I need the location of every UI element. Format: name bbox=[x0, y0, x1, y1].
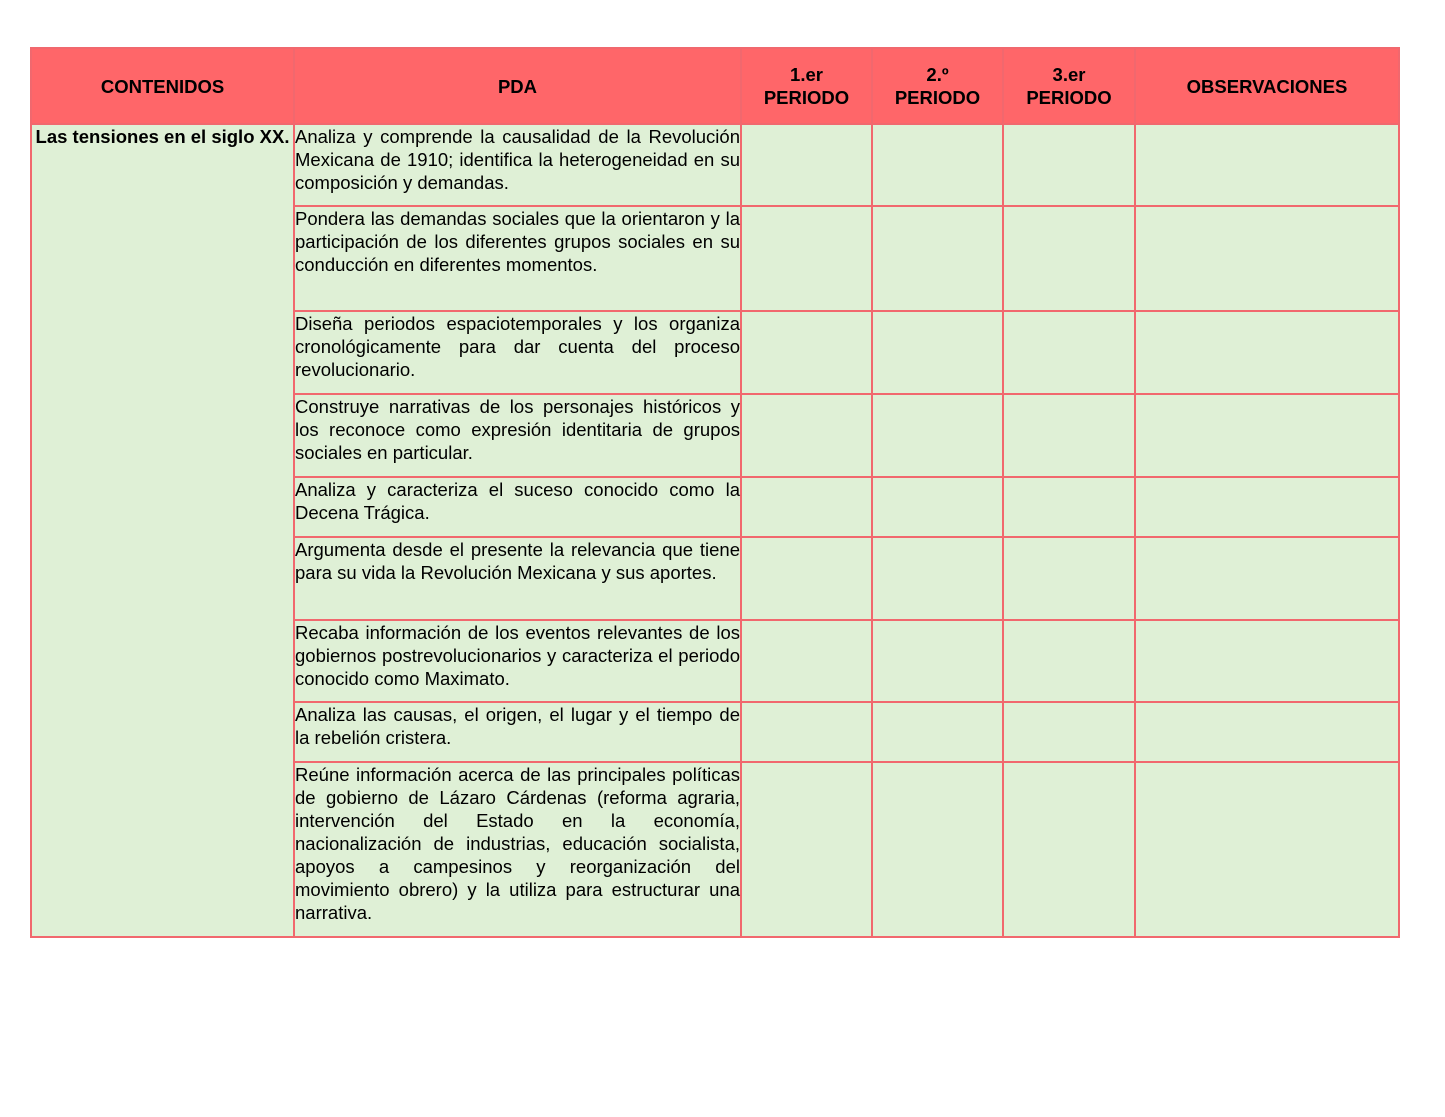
contenido-cell: Las tensiones en el siglo XX. bbox=[31, 124, 294, 937]
periodo-1-cell bbox=[741, 620, 872, 702]
pda-cell: Diseña periodos espaciotemporales y los organiza cronológicamente para dar cuenta del proceso revolucionario. bbox=[294, 311, 741, 394]
observaciones-cell bbox=[1135, 702, 1399, 762]
periodo-2-cell bbox=[872, 620, 1003, 702]
periodo-2-cell bbox=[872, 537, 1003, 620]
observaciones-cell bbox=[1135, 537, 1399, 620]
periodo-2-cell bbox=[872, 394, 1003, 477]
observaciones-cell bbox=[1135, 762, 1399, 937]
periodo-2-cell bbox=[872, 477, 1003, 537]
observaciones-cell bbox=[1135, 620, 1399, 702]
header-periodo-2-line1: 2.º bbox=[926, 64, 949, 85]
periodo-3-cell bbox=[1003, 124, 1135, 206]
periodo-3-cell bbox=[1003, 762, 1135, 937]
observaciones-cell bbox=[1135, 124, 1399, 206]
observaciones-cell bbox=[1135, 394, 1399, 477]
periodo-1-cell bbox=[741, 311, 872, 394]
periodo-1-cell bbox=[741, 477, 872, 537]
periodo-3-cell bbox=[1003, 394, 1135, 477]
header-row bbox=[31, 48, 1399, 124]
observaciones-cell bbox=[1135, 477, 1399, 537]
periodo-1-cell bbox=[741, 206, 872, 311]
periodo-1-cell bbox=[741, 394, 872, 477]
header-periodo-2-line2: PERIODO bbox=[894, 87, 981, 108]
header-periodo-2 bbox=[872, 48, 1003, 124]
periodo-3-cell bbox=[1003, 620, 1135, 702]
header-contenidos: CONTENIDOS bbox=[31, 48, 294, 124]
header-periodo-1-line2: PERIODO bbox=[763, 87, 850, 108]
periodo-1-cell bbox=[741, 702, 872, 762]
header-periodo-1 bbox=[741, 48, 872, 124]
table-row bbox=[31, 124, 1399, 206]
evaluation-table bbox=[30, 47, 1400, 938]
header-periodo-3-line2: PERIODO bbox=[1026, 87, 1112, 108]
pda-cell: Analiza las causas, el origen, el lugar y el tiempo de la rebelión cristera. bbox=[294, 702, 741, 762]
header-pda: PDA bbox=[294, 48, 741, 124]
pda-cell: Construye narrativas de los personajes históricos y los reconoce como expresión identitaria de grupos sociales en particular. bbox=[294, 394, 741, 477]
periodo-3-cell bbox=[1003, 311, 1135, 394]
observaciones-cell bbox=[1135, 206, 1399, 311]
header-periodo-3-line1: 3.er bbox=[1052, 64, 1086, 85]
periodo-2-cell bbox=[872, 311, 1003, 394]
pda-cell: Analiza y caracteriza el suceso conocido como la Decena Trágica. bbox=[294, 477, 741, 537]
periodo-3-cell bbox=[1003, 537, 1135, 620]
periodo-2-cell bbox=[872, 702, 1003, 762]
periodo-3-cell bbox=[1003, 702, 1135, 762]
pda-cell: Argumenta desde el presente la relevancia que tiene para su vida la Revolución Mexicana y sus aportes. bbox=[294, 537, 741, 620]
periodo-3-cell bbox=[1003, 206, 1135, 311]
periodo-3-cell bbox=[1003, 477, 1135, 537]
header-periodo-3 bbox=[1003, 48, 1135, 124]
pda-cell: Pondera las demandas sociales que la orientaron y la participación de los diferentes grupos sociales en su conducción en diferentes momentos. bbox=[294, 206, 741, 311]
pda-cell: Analiza y comprende la causalidad de la Revolución Mexicana de 1910; identifica la heterogeneidad en su composición y demandas. bbox=[294, 124, 741, 206]
periodo-2-cell bbox=[872, 206, 1003, 311]
pda-cell: Recaba información de los eventos relevantes de los gobiernos postrevolucionarios y caracteriza el periodo conocido como Maximato. bbox=[294, 620, 741, 702]
periodo-2-cell bbox=[872, 124, 1003, 206]
header-observaciones: OBSERVACIONES bbox=[1135, 48, 1399, 124]
periodo-1-cell bbox=[741, 124, 872, 206]
periodo-1-cell bbox=[741, 537, 872, 620]
pda-cell: Reúne información acerca de las principales políticas de gobierno de Lázaro Cárdenas (reforma agraria, intervención del Estado en la economía, nacionalización de industrias, educación socialista, apoyos a campesinos y reorganización del movimiento obrero) y la utiliza para estructurar una narrativa. bbox=[294, 762, 741, 937]
periodo-1-cell bbox=[741, 762, 872, 937]
observaciones-cell bbox=[1135, 311, 1399, 394]
periodo-2-cell bbox=[872, 762, 1003, 937]
header-periodo-1-line1: 1.er bbox=[790, 64, 823, 85]
